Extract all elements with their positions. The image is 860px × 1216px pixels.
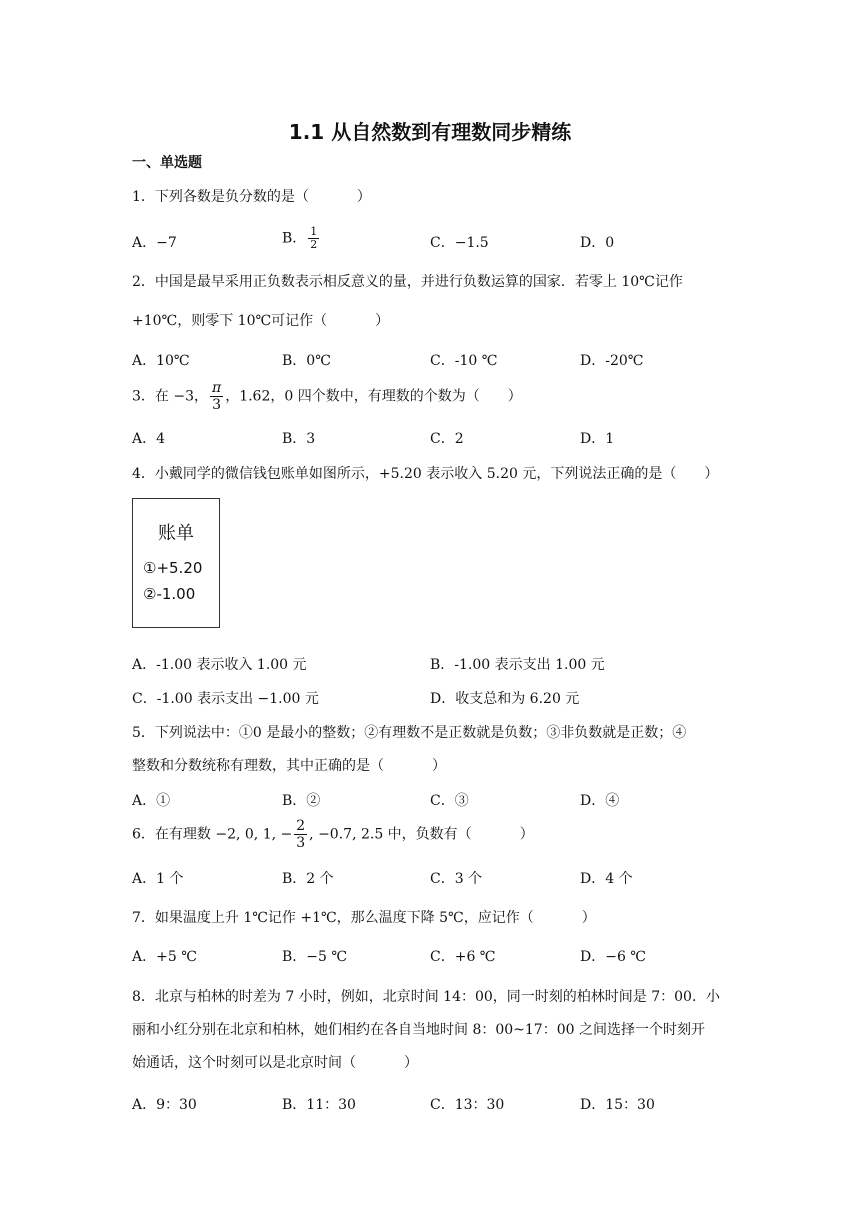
bill-title: 账单 <box>158 523 194 544</box>
q1-option-a: A．−7 <box>132 235 177 251</box>
question-3-stem: 3．在 −3， $\frac{\pi}{3}$ ，1.62，0 四个数中，有理数的个数为（ ） <box>132 380 522 413</box>
q7-option-d: D．−6 ℃ <box>580 949 646 965</box>
q5-option-c: C．③ <box>430 793 469 809</box>
question-2-stem-line2: +10℃，则零下 10℃可记作（ ） <box>132 313 390 329</box>
q8-option-a: A．9：30 <box>132 1097 197 1113</box>
bill-figure <box>132 498 220 628</box>
q8-option-b: B．11：30 <box>282 1097 356 1113</box>
question-8-stem-line2: 丽和小红分别在北京和柏林，她们相约在各自当地时间 8：00~17：00 之间选择一个时刻开 <box>132 1022 705 1038</box>
q1-option-c: C．−1.5 <box>430 235 489 251</box>
document-title: 1.1 从自然数到有理数同步精练 <box>288 120 572 144</box>
bill-entry-2: ②-1.00 <box>143 585 196 603</box>
question-8-stem-line3: 始通话，这个时刻可以是北京时间（ ） <box>132 1055 418 1071</box>
q7-option-c: C．+6 ℃ <box>430 949 496 965</box>
question-6-stem: 6．在有理数 −2, 0, 1, − $\frac{2}{3}$ , −0.7, 2.5 中，负数有（ ） <box>132 818 534 851</box>
q3-option-b: B．3 <box>282 431 316 447</box>
question-5-stem-line1: 5．下列说法中：①0 是最小的整数；②有理数不是正数就是负数；③非负数就是正数；④ <box>132 725 687 741</box>
q6-option-a: A．1 个 <box>132 871 184 887</box>
question-8-stem-line1: 8．北京与柏林的时差为 7 小时，例如，北京时间 14：00，同一时刻的柏林时间是 7：00．小 <box>132 989 720 1005</box>
q4-option-b: B．-1.00 表示支出 1.00 元 <box>430 657 605 673</box>
q2-option-c: C．-10 ℃ <box>430 353 498 369</box>
q5-option-d: D．④ <box>580 793 620 809</box>
question-1-stem: 1．下列各数是负分数的是（ ） <box>132 189 371 205</box>
section-heading: 一、单选题 <box>132 155 202 171</box>
q2-option-d: D．-20℃ <box>580 353 644 369</box>
q4-option-a: A．-1.00 表示收入 1.00 元 <box>132 657 307 673</box>
q1-option-b: B． $\frac{1}{2}$ <box>282 225 318 251</box>
q2-option-a: A．10℃ <box>132 353 190 369</box>
question-2-stem-line1: 2．中国是最早采用正负数表示相反意义的量，并进行负数运算的国家．若零上 10℃记作 <box>132 274 683 290</box>
q3-option-d: D．1 <box>580 431 615 447</box>
q7-option-b: B．−5 ℃ <box>282 949 348 965</box>
question-7-stem: 7．如果温度上升 1℃记作 +1℃，那么温度下降 5℃，应记作（ ） <box>132 910 596 926</box>
q4-option-c: C．-1.00 表示支出 −1.00 元 <box>132 691 319 707</box>
q2-option-b: B．0℃ <box>282 353 331 369</box>
q6-option-c: C．3 个 <box>430 871 483 887</box>
q6-option-b: B．2 个 <box>282 871 334 887</box>
bill-entry-1: ①+5.20 <box>143 559 203 577</box>
question-4-stem: 4．小戴同学的微信钱包账单如图所示，+5.20 表示收入 5.20 元，下列说法正确的是（ ） <box>132 466 719 482</box>
q4-option-d: D．收支总和为 6.20 元 <box>430 691 580 707</box>
q8-option-d: D．15：30 <box>580 1097 655 1113</box>
q6-option-d: D．4 个 <box>580 871 633 887</box>
q3-option-c: C．2 <box>430 431 464 447</box>
q3-option-a: A．4 <box>132 431 166 447</box>
q7-option-a: A．+5 ℃ <box>132 949 197 965</box>
q1-option-d: D．0 <box>580 235 615 251</box>
question-5-stem-line2: 整数和分数统称有理数，其中正确的是（ ） <box>132 758 446 774</box>
q8-option-c: C．13：30 <box>430 1097 505 1113</box>
q5-option-b: B．② <box>282 793 321 809</box>
q5-option-a: A．① <box>132 793 171 809</box>
